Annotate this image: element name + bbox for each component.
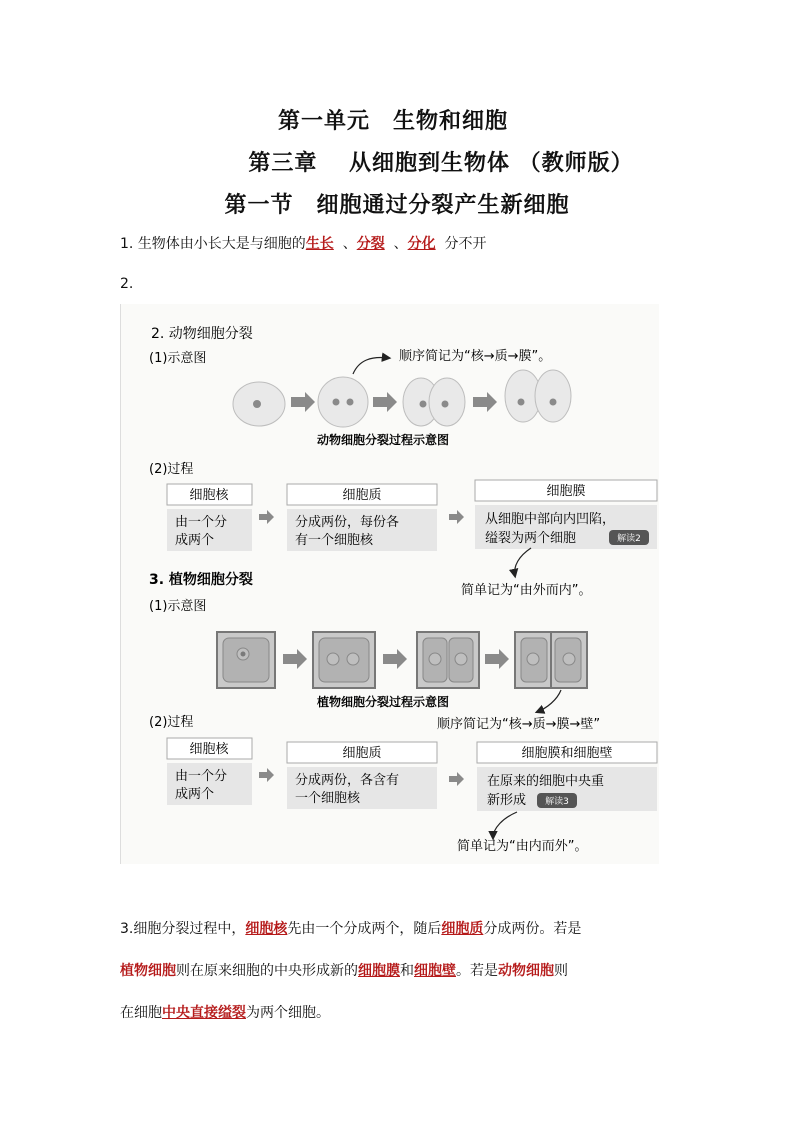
q1-suffix: 分不开	[444, 236, 487, 252]
q3-text: 则	[554, 963, 568, 979]
plant-note-bottom-arrow	[493, 812, 517, 838]
plant-cell-1	[223, 638, 269, 682]
q1-answer-3: 分化	[407, 236, 436, 252]
plant-box2-line1: 分成两份，各含有	[295, 773, 400, 788]
plant-badge: 解读3	[545, 797, 569, 807]
plant-note-order: 顺序简记为“核→质→膜→壁”	[437, 717, 601, 732]
animal-note-bottom-arrow	[515, 548, 531, 576]
plant-box2-title: 细胞质	[342, 746, 382, 761]
plant-nucleus-3b	[455, 653, 467, 665]
q3-answer-cytoplasm: 细胞质	[441, 921, 484, 937]
animal-cell-4b	[535, 370, 571, 422]
q3-text: 。若是	[456, 963, 498, 979]
animal-sub1: (1)示意图	[149, 351, 207, 366]
arrow-right-icon	[383, 649, 407, 669]
q3-answer-wall: 细胞壁	[414, 963, 456, 979]
plant-box1-line2: 成两个	[175, 787, 215, 802]
arrow-right-icon	[485, 649, 509, 669]
q1-answer-1: 生长	[305, 236, 334, 252]
question-2-number: 2.	[120, 276, 134, 292]
animal-box1-line2: 成两个	[175, 533, 215, 548]
arrow-right-icon	[283, 649, 307, 669]
arrow-right-icon	[291, 392, 315, 412]
animal-note-bottom: 简单记为“由外而内”。	[461, 583, 592, 598]
animal-box2-line2: 有一个细胞核	[295, 533, 374, 548]
plant-box1-title: 细胞核	[189, 742, 229, 757]
question-3	[120, 908, 680, 1034]
animal-nucleus-3a	[420, 401, 427, 408]
plant-nucleus-4b	[563, 653, 575, 665]
q3-text: 分成两份。若是	[483, 921, 582, 937]
arrow-right-icon	[473, 392, 497, 412]
q3-keyword-plant: 植物细胞	[120, 963, 176, 979]
animal-nucleus-1	[253, 400, 261, 408]
q3-text: 在细胞	[120, 1005, 162, 1021]
plant-heading: 3. 植物细胞分裂	[149, 572, 253, 588]
arrow-right-icon	[259, 768, 274, 782]
plant-box3-line2: 新形成	[487, 793, 527, 808]
plant-box3-title: 细胞膜和细胞壁	[521, 746, 613, 761]
animal-nucleus-2b	[347, 399, 354, 406]
plant-nucleolus-1	[241, 652, 246, 657]
arrow-right-icon	[373, 392, 397, 412]
q3-line-2	[120, 950, 680, 992]
plant-nucleus-4a	[527, 653, 539, 665]
animal-note-top: 顺序简记为“核→质→膜”。	[399, 349, 552, 364]
cell-division-figure	[120, 304, 659, 864]
question-1	[120, 233, 487, 253]
q1-sep-1: 、	[342, 236, 357, 252]
plant-sub1: (1)示意图	[149, 599, 207, 614]
q3-text: 先由一个分成两个，随后	[287, 921, 442, 937]
q3-text: 为两个细胞。	[246, 1005, 330, 1021]
animal-nucleus-3b	[442, 401, 449, 408]
plant-box1-line1: 由一个分	[175, 769, 228, 784]
plant-note-order-arrow	[537, 690, 561, 712]
q3-line-1	[120, 908, 680, 950]
animal-note-arrow	[353, 358, 389, 374]
unit-title: 第一单元 生物和细胞	[277, 109, 508, 134]
q3-answer-pinch: 中央直接缢裂	[162, 1005, 246, 1021]
plant-box3-line1: 在原来的细胞中央重	[487, 774, 605, 789]
section-title: 第一节 细胞通过分裂产生新细胞	[224, 193, 570, 218]
arrow-right-icon	[449, 510, 464, 524]
plant-note-bottom: 简单记为“由内而外”。	[457, 839, 588, 854]
q3-text: 和	[400, 963, 414, 979]
q1-prefix: 生物体由小长大是与细胞的	[137, 236, 306, 252]
animal-box3-line2: 缢裂为两个细胞	[485, 531, 577, 546]
q3-text: 则在原来细胞的中央形成新的	[176, 963, 358, 979]
animal-nucleus-2a	[333, 399, 340, 406]
plant-cell-2	[319, 638, 369, 682]
plant-nucleus-3a	[429, 653, 441, 665]
animal-badge: 解读2	[617, 534, 641, 544]
plant-caption: 植物细胞分裂过程示意图	[317, 695, 450, 709]
q3-line-3	[120, 992, 680, 1034]
animal-caption: 动物细胞分裂过程示意图	[317, 433, 450, 447]
animal-box2-title: 细胞质	[342, 488, 382, 503]
plant-sub2: (2)过程	[149, 715, 194, 730]
plant-nucleus-2b	[347, 653, 359, 665]
animal-box1-line1: 由一个分	[175, 515, 228, 530]
animal-nucleus-4b	[550, 399, 557, 406]
animal-box3-title: 细胞膜	[546, 484, 586, 499]
q1-answer-2: 分裂	[356, 236, 385, 252]
q3-keyword-animal: 动物细胞	[498, 963, 554, 979]
animal-box2-line1: 分成两份，每份各	[295, 515, 400, 530]
q3-text: 3.细胞分裂过程中，	[120, 921, 246, 937]
animal-box1-title: 细胞核	[189, 488, 229, 503]
plant-box2-line2: 一个细胞核	[295, 791, 361, 806]
q1-sep-2: 、	[393, 236, 408, 252]
q3-answer-membrane: 细胞膜	[358, 963, 400, 979]
q3-answer-nucleus: 细胞核	[245, 921, 288, 937]
q1-number: 1.	[120, 236, 134, 252]
animal-nucleus-4a	[518, 399, 525, 406]
animal-heading: 2. 动物细胞分裂	[151, 326, 253, 342]
animal-box3-line1: 从细胞中部向内凹陷，	[485, 512, 616, 527]
arrow-right-icon	[449, 772, 464, 786]
animal-sub2: (2)过程	[149, 462, 194, 477]
chapter-title: 第三章 从细胞到生物体 （教师版）	[248, 151, 634, 176]
arrow-right-icon	[259, 510, 274, 524]
plant-nucleus-2a	[327, 653, 339, 665]
animal-cell-2	[318, 377, 368, 427]
